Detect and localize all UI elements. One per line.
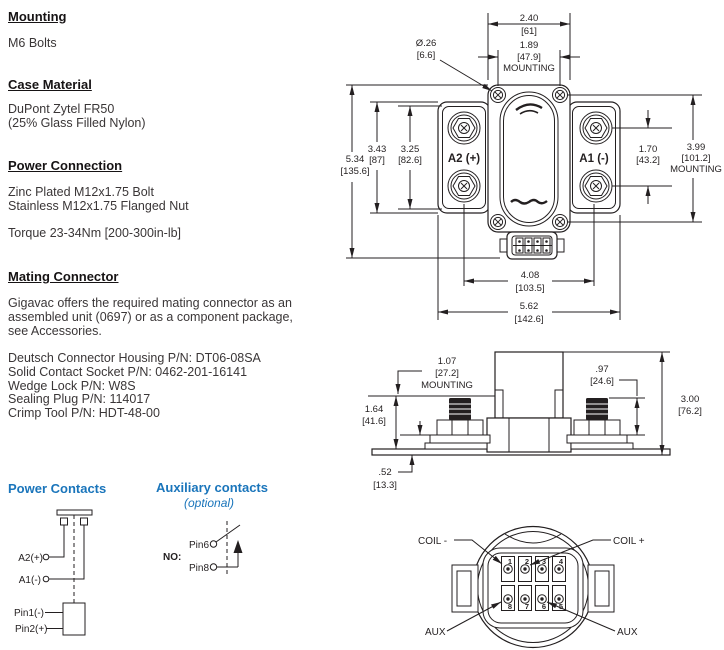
section-heading-mounting: Mounting	[8, 9, 67, 24]
power-contacts-schematic	[0, 505, 150, 650]
dim-mount-offset-mm: [27.2]	[435, 368, 459, 379]
power-connection-line-2: Stainless M12x1.75 Flanged Nut	[8, 199, 189, 213]
dim-stud-height-mm: [24.6]	[590, 376, 614, 387]
aux-switch-symbol	[210, 521, 242, 575]
dim-mount-offset	[398, 356, 473, 394]
aux-contacts-title: Auxiliary contacts	[156, 480, 268, 495]
label-pin1: Pin1(-)	[14, 608, 45, 619]
pin-number-4: 4	[558, 557, 564, 566]
dim-mount-height-mm: [101.2]	[681, 153, 711, 164]
part-number-housing: Deutsch Connector Housing P/N: DT06-08SA	[8, 351, 261, 365]
dim-hole-dia-in: Ø.26	[415, 38, 437, 49]
coil-box	[63, 603, 85, 635]
side-right-stud	[567, 398, 633, 449]
dim-stud-span-mm: [103.5]	[515, 283, 545, 294]
connector-face-drawing	[400, 505, 724, 650]
dim-hole-dia	[416, 38, 492, 91]
dim-mount-offset-note: MOUNTING	[421, 380, 473, 391]
dim-base-height-mm: [13.3]	[373, 480, 397, 491]
aux-contacts-schematic	[150, 515, 300, 615]
label-no: NO:	[163, 552, 182, 563]
pin-number-5: 5	[558, 602, 564, 611]
dim-stud-pitch	[612, 110, 672, 204]
dim-wing-height	[398, 106, 442, 209]
label-a2: A2(+)	[18, 553, 43, 564]
pin-number-3: 3	[541, 557, 547, 566]
aux-contacts-subtitle: (optional)	[184, 496, 235, 510]
dim-mount-width-note: MOUNTING	[503, 63, 555, 74]
dim-flange-height-side-mm: [41.6]	[362, 416, 386, 427]
signal-connector-block	[500, 232, 564, 259]
case-material-line-1: DuPont Zytel FR50	[8, 102, 115, 116]
power-connection-line-1: Zinc Plated M12x1.75 Bolt	[8, 185, 154, 199]
dim-mount-height-note: MOUNTING	[670, 164, 722, 175]
dim-flange-height-side-in: 1.64	[364, 404, 384, 415]
side-view-drawing	[360, 338, 724, 500]
section-heading-power-connection: Power Connection	[8, 158, 123, 173]
part-number-crimp-tool: Crimp Tool P/N: HDT-48-00	[8, 406, 160, 420]
part-number-sealing-plug: Sealing Plug P/N: 114017	[8, 392, 151, 406]
dim-mount-width	[478, 40, 580, 86]
dim-mount-width-in: 1.89	[519, 40, 539, 51]
dim-base-height-in: .52	[378, 467, 392, 478]
pin-number-6: 6	[541, 602, 547, 611]
dim-mount-offset-in: 1.07	[437, 356, 457, 367]
power-contact-wires	[43, 515, 84, 603]
dim-hole-dia-mm: [6.6]	[416, 50, 436, 61]
dim-mount-height-in: 3.99	[686, 142, 706, 153]
part-number-wedge-lock: Wedge Lock P/N: W8S	[8, 379, 136, 393]
side-left-stud	[425, 398, 490, 449]
mating-paragraph-line-2: assembled unit (0697) or as a component package,	[8, 310, 293, 324]
label-coil-plus: COIL +	[613, 536, 645, 547]
label-pin6: Pin6	[188, 540, 209, 551]
dim-body-width-mm: [61]	[521, 26, 537, 37]
label-coil-minus: COIL -	[418, 536, 448, 547]
dim-base-height	[373, 421, 430, 491]
dim-overall-width-in: 5.62	[519, 301, 539, 312]
power-contacts-title: Power Contacts	[8, 481, 107, 496]
part-number-socket: Solid Contact Socket P/N: 0462-201-16141	[8, 365, 248, 379]
terminal-label-a1: A1 (-)	[579, 153, 609, 165]
connector-boot	[452, 527, 614, 648]
front-view-drawing	[340, 0, 724, 345]
pin-number-1: 1	[507, 557, 513, 566]
dim-stud-height-in: .97	[595, 364, 609, 375]
dim-overall-height-in: 5.34	[345, 154, 365, 165]
mounting-line: M6 Bolts	[8, 36, 57, 50]
dim-overall-width-mm: [142.6]	[514, 314, 544, 325]
dim-wing-height-mm: [82.6]	[398, 155, 422, 166]
section-heading-mating-connector: Mating Connector	[8, 269, 119, 284]
label-pin2: Pin2(+)	[15, 624, 48, 635]
dim-stud-pitch-mm: [43.2]	[636, 155, 660, 166]
dim-overall-height-mm: [135.6]	[340, 166, 370, 177]
label-pin8: Pin8	[188, 563, 209, 574]
dim-mount-width-mm: [47.9]	[517, 52, 541, 63]
torque-spec: Torque 23-34Nm [200-300in-lb]	[8, 226, 182, 240]
dim-overall-height-side-in: 3.00	[680, 394, 700, 405]
dim-stud-pitch-in: 1.70	[638, 144, 658, 155]
mating-paragraph-line-3: see Accessories.	[8, 324, 102, 338]
side-tower	[487, 352, 571, 452]
aux-arrow-head	[234, 540, 243, 553]
pin-number-8: 8	[507, 602, 513, 611]
pin-number-2: 2	[524, 557, 530, 566]
dim-overall-height-side-mm: [76.2]	[678, 406, 702, 417]
mating-paragraph-line-1: Gigavac offers the required mating connector as an	[8, 296, 292, 310]
label-aux-right: AUX	[617, 627, 638, 638]
dim-wing-height-in: 3.25	[400, 144, 420, 155]
dim-flange-height-in: 3.43	[367, 144, 387, 155]
dim-body-width-in: 2.40	[519, 13, 539, 24]
terminal-label-a2: A2 (+)	[447, 153, 481, 165]
dim-stud-span-in: 4.08	[520, 270, 540, 281]
label-a1: A1(-)	[18, 575, 41, 586]
dim-flange-height-mm: [87]	[369, 155, 385, 166]
dim-flange-height-side	[362, 396, 396, 449]
pin-number-7: 7	[524, 602, 530, 611]
label-aux-left: AUX	[425, 627, 446, 638]
case-material-line-2: (25% Glass Filled Nylon)	[8, 116, 146, 130]
section-heading-case-material: Case Material	[8, 77, 92, 92]
